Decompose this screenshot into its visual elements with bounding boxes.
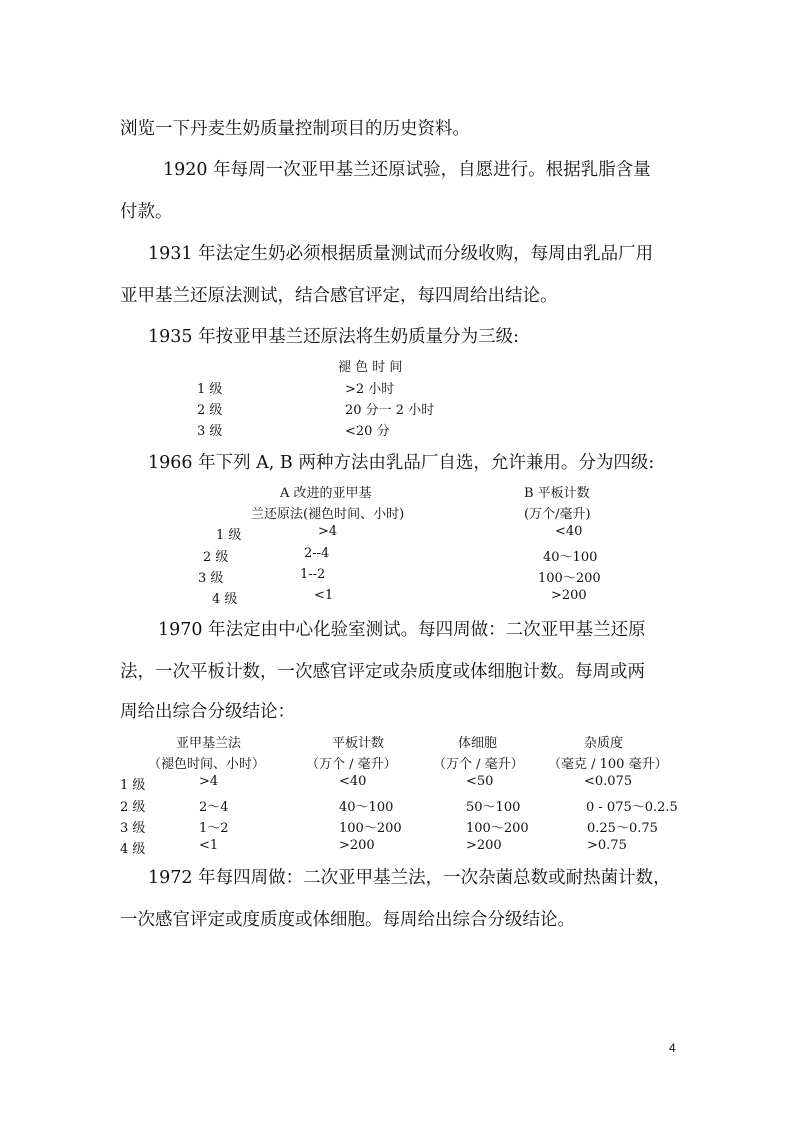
table1966-value-a: 1--2 — [300, 567, 326, 582]
table1966-grade: 3 级 — [198, 571, 224, 586]
table1966-value-a: >4 — [318, 524, 338, 539]
paragraph-1970-line1: 1970 年法定由中心化验室测试。每四周做：二次亚甲基兰还原 — [158, 620, 646, 640]
table1966-header-a-line1: A 改进的亚甲基 — [280, 486, 372, 501]
table1970-value-plate: <40 — [339, 774, 367, 789]
paragraph-1931-line2: 亚甲基兰还原法测试，结合感官评定，每四周给出结论。 — [120, 286, 558, 306]
table1935-value: >2 小时 — [345, 382, 395, 397]
table1966-header-b-line2: (万个/毫升) — [524, 507, 591, 522]
table1935-value: <20 分 — [345, 424, 390, 439]
table1966-header-a-line2: 兰还原法(褪色时间、小时) — [251, 507, 405, 522]
table1970-value-somatic: 100～200 — [466, 821, 529, 836]
table1970-grade: 3 级 — [120, 821, 146, 836]
table1935-header: 褪 色 时 间 — [338, 360, 403, 375]
table1970-value-somatic: 50～100 — [466, 800, 521, 815]
table1970-value-methylene: 2～4 — [199, 800, 229, 815]
table1935-grade: 3 级 — [197, 424, 223, 439]
table1970-value-methylene: >4 — [199, 774, 219, 789]
paragraph-1966: 1966 年下列 A, B 两种方法由乳品厂自选，允许兼用。分为四级: — [148, 453, 655, 473]
table1970-value-somatic: >200 — [466, 838, 502, 853]
table1970-value-impurity: <0.075 — [584, 774, 633, 789]
table1970-value-methylene: 1～2 — [199, 821, 229, 836]
table1970-header-title: 体细胞 — [458, 736, 498, 751]
paragraph-1972-line1: 1972 年每四周做：二次亚甲基兰法，一次杂菌总数或耐热菌计数， — [148, 868, 671, 888]
paragraph-1920-line1: 1920 年每周一次亚甲基兰还原试验，自愿进行。根据乳脂含量 — [163, 160, 651, 180]
table1970-header-unit: （万个 / 毫升） — [433, 757, 524, 772]
table1966-value-a: <1 — [314, 588, 334, 603]
paragraph-intro: 浏览一下丹麦生奶质量控制项目的历史资料。 — [120, 119, 470, 139]
table1970-value-plate: >200 — [339, 838, 375, 853]
table1966-header-b-line1: B 平板计数 — [524, 486, 590, 501]
page-number: 4 — [669, 1041, 676, 1055]
table1970-value-impurity: >0.75 — [587, 838, 627, 853]
table1970-value-methylene: <1 — [199, 838, 219, 853]
table1970-grade: 2 级 — [120, 800, 146, 815]
table1970-header-title: 亚甲基兰法 — [176, 736, 242, 751]
paragraph-1935: 1935 年按亚甲基兰还原法将生奶质量分为三级: — [148, 327, 519, 347]
table1966-grade: 4 级 — [212, 592, 238, 607]
table1970-header-unit: （褪色时间、小时） — [148, 757, 266, 772]
table1935-grade: 2 级 — [197, 403, 223, 418]
table1935-value: 20 分一 2 小时 — [345, 403, 435, 418]
table1970-value-plate: 100～200 — [339, 821, 402, 836]
paragraph-1972-line2: 一次感官评定或度质度或体细胞。每周给出综合分级结论。 — [120, 910, 575, 930]
table1970-value-impurity: 0.25～0.75 — [587, 821, 658, 836]
table1970-grade: 1 级 — [120, 778, 146, 793]
table1970-header-unit: （万个 / 毫升） — [306, 757, 397, 772]
table1966-value-b: 100～200 — [538, 571, 601, 586]
paragraph-1920-line2: 付款。 — [120, 202, 173, 222]
table1966-value-b: <40 — [555, 524, 583, 539]
table1970-header-title: 平板计数 — [332, 736, 385, 751]
paragraph-1931-line1: 1931 年法定生奶必须根据质量测试而分级收购，每周由乳品厂用 — [148, 244, 654, 264]
table1970-value-impurity: 0 - 075～0.2.5 — [586, 800, 678, 815]
table1970-value-somatic: <50 — [466, 774, 494, 789]
table1935-grade: 1 级 — [197, 382, 223, 397]
table1970-header-title: 杂质度 — [584, 736, 624, 751]
paragraph-1970-line3: 周给出综合分级结论： — [120, 702, 295, 722]
table1966-value-b: >200 — [551, 588, 587, 603]
table1970-header-unit: （毫克 / 100 毫升） — [548, 757, 668, 772]
table1970-value-plate: 40～100 — [339, 800, 394, 815]
table1966-grade: 1 级 — [216, 528, 242, 543]
table1966-grade: 2 级 — [203, 550, 229, 565]
paragraph-1970-line2: 法，一次平板计数，一次感官评定或杂质度或体细胞计数。每周或两 — [120, 662, 645, 682]
table1966-value-a: 2--4 — [304, 546, 330, 561]
table1966-value-b: 40～100 — [543, 550, 598, 565]
table1970-grade: 4 级 — [120, 842, 146, 857]
